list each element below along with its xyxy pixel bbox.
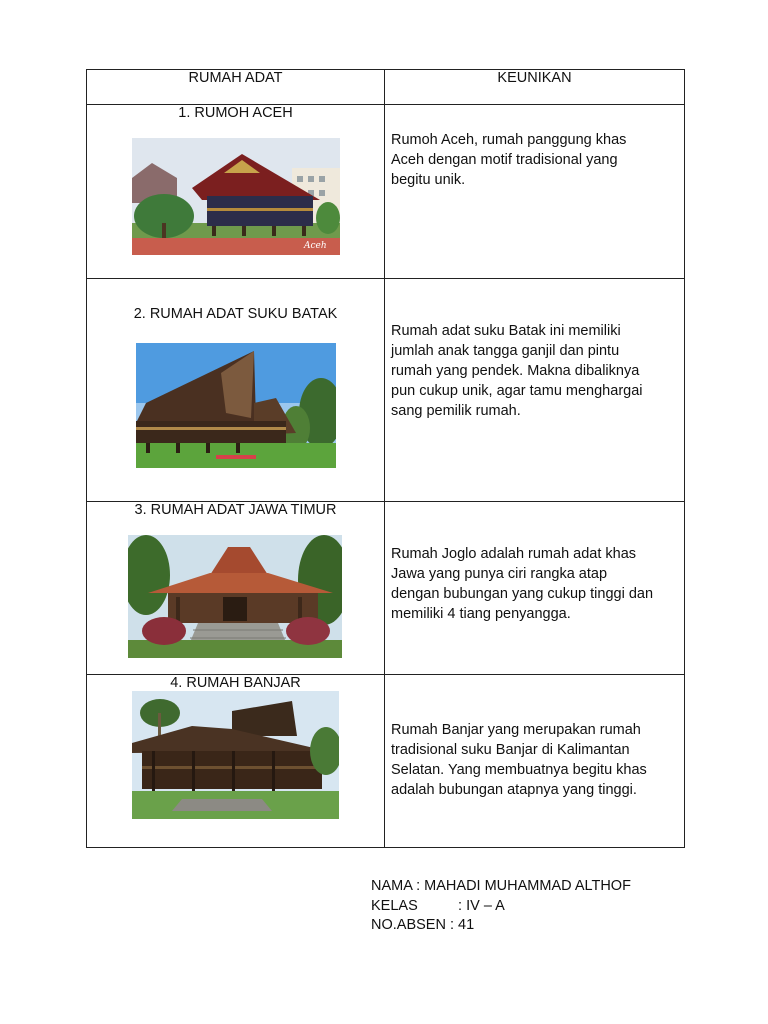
- house-description: [385, 675, 684, 800]
- rumah-batak-photo: [136, 343, 336, 468]
- house-description: [385, 279, 684, 421]
- description-line: begitu unik.: [391, 172, 466, 188]
- header-label: RUMAH ADAT: [188, 70, 283, 86]
- description-line: sang pemilik rumah.: [391, 403, 521, 419]
- header-rumah-adat: [87, 70, 385, 105]
- description-line: Rumah Joglo adalah rumah adat khas: [391, 546, 637, 562]
- photo-watermark: Aceh: [304, 241, 327, 251]
- house-description: [385, 105, 684, 190]
- house-cell: [87, 675, 385, 848]
- student-number: NO.ABSEN : 41: [371, 917, 475, 933]
- description-line: pun cukup unik, agar tamu menghargai: [391, 383, 643, 399]
- house-cell: [87, 279, 385, 502]
- description-line: Rumah Banjar yang merupakan rumah: [391, 722, 641, 738]
- rumoh-aceh-photo: [132, 138, 340, 255]
- house-title: 1. RUMOH ACEH: [178, 105, 293, 121]
- table-row: [87, 502, 685, 675]
- description-line: Rumoh Aceh, rumah panggung khas: [391, 132, 627, 148]
- rumah-adat-table: [86, 69, 685, 848]
- description-line: adalah bubungan atapnya yang tinggi.: [391, 782, 637, 798]
- description-line: Rumah adat suku Batak ini memiliki: [391, 323, 621, 339]
- student-info: [371, 877, 631, 936]
- description-line: Jawa yang punya ciri rangka atap: [391, 566, 608, 582]
- description-line: Selatan. Yang membuatnya begitu khas: [391, 762, 647, 778]
- house-title: 2. RUMAH ADAT SUKU BATAK: [133, 306, 338, 322]
- description-cell: [385, 675, 685, 848]
- description-line: dengan bubungan yang cukup tinggi dan: [391, 586, 654, 602]
- description-line: tradisional suku Banjar di Kalimantan: [391, 742, 630, 758]
- table-header-row: [87, 70, 685, 105]
- house-description: [385, 502, 684, 624]
- description-cell: [385, 105, 685, 279]
- header-keunikan: [385, 70, 685, 105]
- table-row: [87, 675, 685, 848]
- student-name: NAMA : MAHADI MUHAMMAD ALTHOF: [371, 878, 631, 894]
- table-row: [87, 279, 685, 502]
- house-title: 4. RUMAH BANJAR: [170, 675, 301, 691]
- description-cell: [385, 279, 685, 502]
- table-row: [87, 105, 685, 279]
- description-line: memiliki 4 tiang penyangga.: [391, 606, 571, 622]
- description-cell: [385, 502, 685, 675]
- description-line: rumah yang pendek. Makna dibaliknya: [391, 363, 640, 379]
- description-line: Aceh dengan motif tradisional yang: [391, 152, 618, 168]
- student-class: KELAS : IV – A: [371, 897, 505, 914]
- house-cell: [87, 502, 385, 675]
- house-title: 3. RUMAH ADAT JAWA TIMUR: [134, 502, 337, 518]
- adat-table-container: [86, 69, 682, 848]
- header-label: KEUNIKAN: [497, 70, 572, 86]
- house-cell: [87, 105, 385, 279]
- rumah-joglo-photo: [128, 535, 342, 658]
- description-line: jumlah anak tangga ganjil dan pintu: [391, 343, 620, 359]
- rumah-banjar-photo: [132, 691, 339, 819]
